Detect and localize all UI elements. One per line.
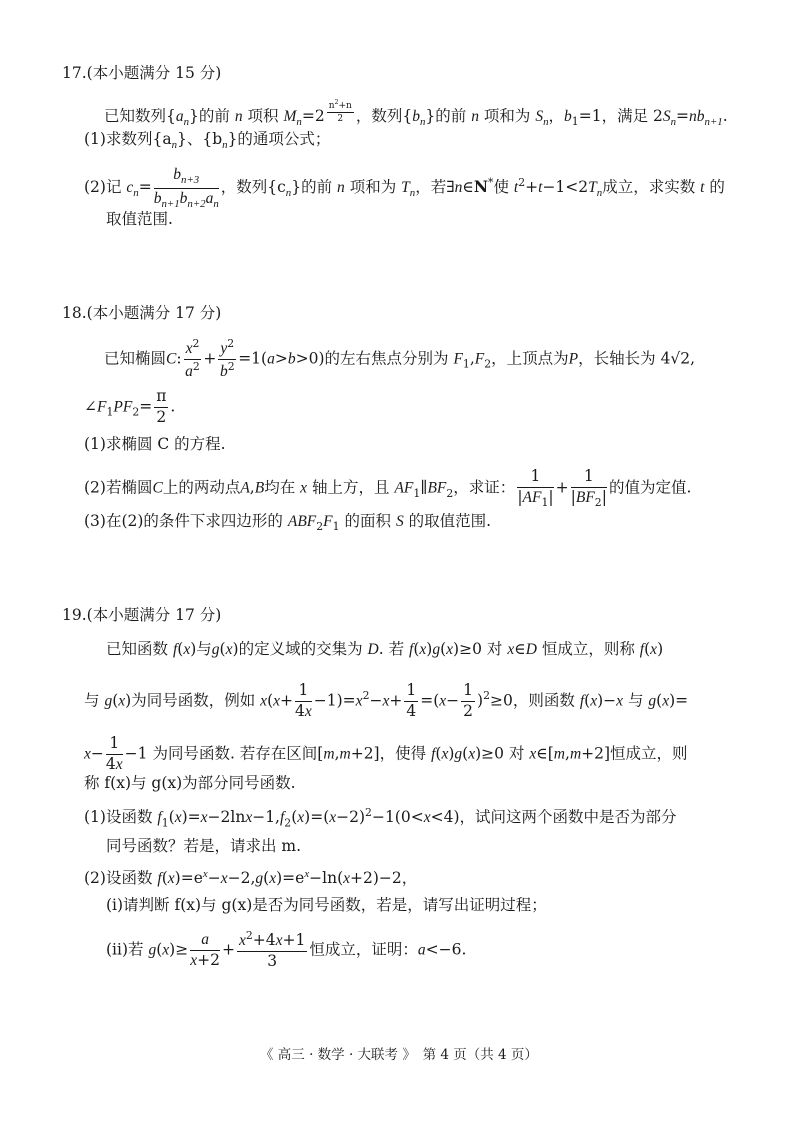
q18-given-line2: $\angle F_1PF_2=$ $\frac{\pi}{2}$ . — [84, 387, 176, 426]
page-footer: 《 高三 · 数学 · 大联考 》 第 4 页（共 4 页） — [260, 1047, 538, 1063]
q19-part1: (1)设函数 $f_1(x)=x-2\ln x-1,f_2(x)=(x-2)^2-1(0<x<4)$，试问这两个函数中是否为部分 — [84, 806, 677, 830]
q17-part2: (2)记 $c_n=$ $\frac{b_{n+3}}{b_{n+1}b_{n+2}a_n}$ ，数列$\{c_n\}$的前 n 项和为 $T_n$，若∃n∈N*使 $t^2+t-1<2T_n$成立，求实数 t 的 — [84, 166, 725, 210]
q19-sub2: (ⅱ)若 g(x)≥ $\frac{a}{x+2}$ + $\frac{x^2+4x+1}{3}$ 恒成立，证明：a<−6. — [106, 929, 467, 970]
q18-part3: (3)在(2)的条件下求四边形的 $ABF_2F_1$ 的面积 S 的取值范围. — [84, 512, 492, 534]
q17-given: 已知数列$\{a_n\}$的前 n 项积 $M_n=2$ $^{\frac{n^2+n}{2}}$ ，数列$\{b_n\}$的前 n 项和为 $S_n$，$b_1=1$，满足 $2S_n=nb_{n+1}$. — [104, 99, 728, 129]
q18-header: 18.(本小题满分 17 分) — [62, 304, 222, 322]
q18-part1: (1)求椭圆 C 的方程. — [84, 435, 226, 453]
q19-part1-line2: 同号函数？若是，请求出 m. — [106, 837, 302, 855]
q18-given: 已知椭圆C: $\frac{x^2}{a^2}$ + $\frac{y^2}{b^2}$ =1(a>b>0)的左右焦点分别为 $F_1,F_2$，上顶点为P，长轴长为 4√2, — [104, 337, 696, 381]
q19-line3: x− $\frac{1}{4x}$ −1 为同号函数. 若存在区间[m,m+2]，使得 f(x)g(x)≥0 对 x∈[m,m+2]恒成立，则 — [84, 734, 688, 773]
q18-part2: (2)若椭圆C上的两动点A,B均在 x 轴上方，且 $AF_1\parallel BF_2$，求证： $\frac{1}{|AF_1|}$ + $\frac{1}{|BF_2|}$ 的值为定值. — [84, 467, 692, 509]
q19-line2: 与 g(x)为同号函数，例如 x(x+ $\frac{1}{4x}$ $-1)=x^2-x+$ $\frac{1}{4}$ =(x− $\frac{1}{2}$ )$^2$≥0，则函数 f(x)−x 与 g(x)= — [84, 681, 689, 720]
q19-line4: 称 f(x)与 g(x)为部分同号函数. — [84, 774, 296, 792]
q19-sub1: (ⅰ)请判断 f(x)与 g(x)是否为同号函数，若是，请写出证明过程； — [106, 896, 547, 914]
q19-header: 19.(本小题满分 17 分) — [62, 606, 222, 624]
q17-part2-line2: 取值范围. — [106, 210, 173, 228]
q17-part1: (1)求数列$\{a_n\}$、$\{b_n\}$的通项公式； — [84, 130, 331, 152]
q19-line1: 已知函数 f(x)与g(x)的定义域的交集为 D. 若 f(x)g(x)≥0 对 x∈D 恒成立，则称 f(x) — [106, 640, 664, 658]
q17-header: 17.(本小题满分 15 分) — [62, 64, 222, 82]
q19-part2: (2)设函数 $f(x)=e^x-x-2,g(x)=e^x-\ln(x+2)-2$， — [84, 868, 418, 888]
